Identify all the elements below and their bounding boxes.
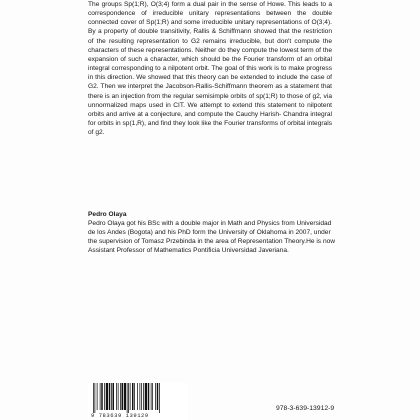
barcode bbox=[88, 383, 188, 420]
barcode-digits: 9 783639 139129 bbox=[91, 412, 149, 419]
barcode-bar bbox=[116, 383, 117, 410]
barcode-bar bbox=[127, 383, 128, 413]
barcode-bar bbox=[120, 383, 121, 410]
barcode-bar bbox=[128, 383, 129, 413]
barcode-bar bbox=[148, 383, 150, 410]
barcode-bar bbox=[140, 383, 141, 410]
barcode-bar bbox=[124, 383, 126, 410]
barcode-bar bbox=[100, 383, 101, 410]
author-name: Pedro Olaya bbox=[88, 211, 127, 218]
barcode-bar bbox=[143, 383, 144, 410]
barcode-bar bbox=[152, 383, 153, 410]
barcode-bar bbox=[101, 383, 103, 410]
barcode-bar bbox=[93, 383, 94, 413]
author-bio: Pedro Olaya got his BSc with a double major in Math and Physics from Universidad de los Andes (Bogota) and his PhD form the University of Oklahoma in 2007, under the supervision of Tomasz Przebinda in the area of Representation Theory.He is now Assistant Professor of Mathematics Pontificia Universidad Javeriana. bbox=[88, 220, 336, 255]
barcode-bar bbox=[159, 383, 160, 413]
abstract-text: The groups Sp(1;R), O(3;4) form a dual pair in the sense of Howe. This leads to a correspondence of irreducible unitary representations between the double connected cover of Sp(1;R) and some irreducible unitary representations of O(3;4). By a property of double transitivity, Rallis & Schiffmann showed that the restriction of the resulting representation to G2 remains irreducible, but don't compute the characters of these representations. Neither do they compute the lowest term of the expansion of such a character, which should be the Fourier transform of an orbital integral corresponding to a nilpotent orbit. The goal of this work is to make progress in this direction. We showed that this theory can be extended to include the case of G2. Then we interpret the Jacobson-Rallis-Schiffmann theorem as a statement that there is an injection from the regular semisimple orbits of sp(1;R) to those of g2, via unnormalized maps used in CIT. We attempt to extend this statement to nilpotent orbits and arrive at a conjecture, and compute the Cauchy Harish- Chandra integral for orbits in sp(1,R), and find they look like the Fourier transforms of orbital integrals of g2. bbox=[88, 1, 332, 137]
barcode-bar bbox=[155, 383, 156, 410]
barcode-bar bbox=[95, 383, 96, 413]
barcode-bar bbox=[132, 383, 134, 410]
barcode-bar bbox=[130, 383, 131, 410]
isbn-number: 978-3-639-13912-9 bbox=[276, 405, 335, 412]
barcode-bar bbox=[145, 383, 147, 410]
barcode-bar bbox=[151, 383, 152, 410]
barcode-bar bbox=[134, 383, 135, 410]
barcode-bar bbox=[97, 383, 98, 410]
barcode-bar bbox=[113, 383, 115, 410]
barcode-bar bbox=[122, 383, 124, 410]
barcode-bar bbox=[104, 383, 105, 410]
barcode-bar bbox=[137, 383, 138, 410]
barcode-bar bbox=[157, 383, 159, 410]
barcode-bars bbox=[91, 383, 185, 413]
barcode-bar bbox=[118, 383, 119, 410]
barcode-bar bbox=[109, 383, 111, 410]
barcode-bar bbox=[141, 383, 142, 410]
barcode-bar bbox=[111, 383, 112, 410]
barcode-bar bbox=[106, 383, 108, 410]
